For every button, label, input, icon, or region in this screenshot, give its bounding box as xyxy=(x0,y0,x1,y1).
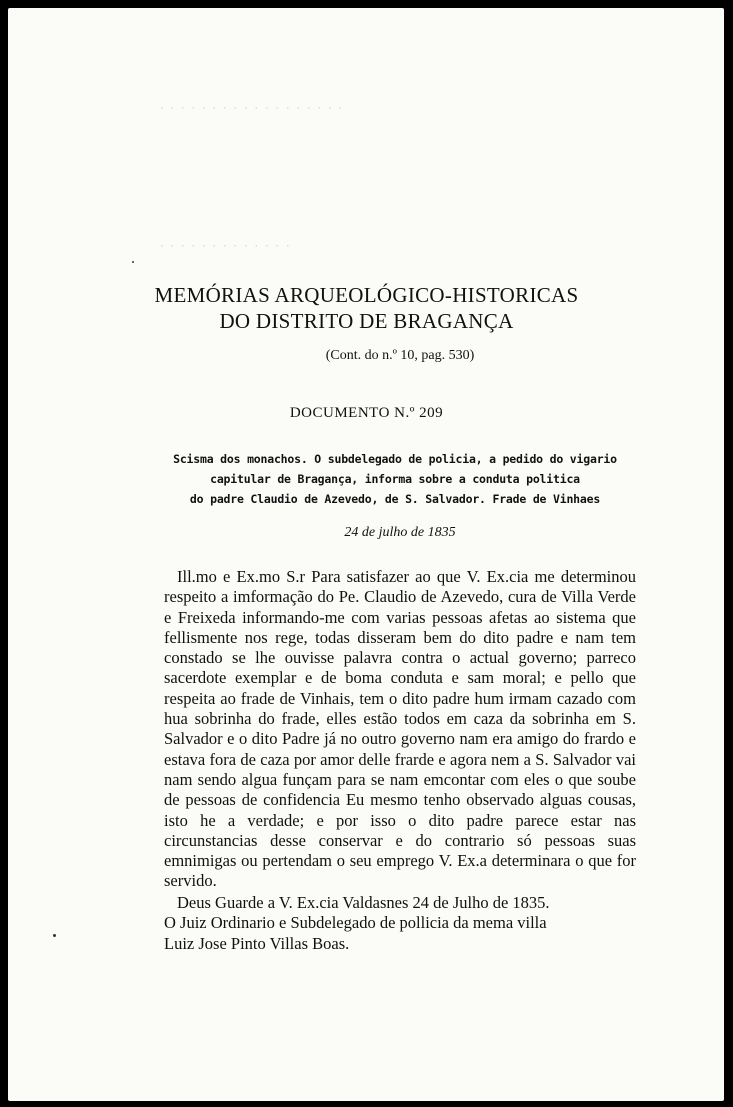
scan-speck xyxy=(53,934,56,937)
page-title-line-2: DO DISTRITO DE BRAGANÇA xyxy=(219,309,514,333)
scan-speck xyxy=(132,261,134,263)
document-heading-line-3: do padre Claudio de Azevedo, de S. Salvador. Frade de Vinhaes xyxy=(189,492,601,506)
document-date: 24 de julho de 1835 xyxy=(344,525,456,540)
page-title-line-1: MEMÓRIAS ARQUEOLÓGICO-HISTORICAS xyxy=(154,283,579,307)
document-heading-line-1: Scisma dos monachos. O subdelegado de policia, a pedido do vigario xyxy=(173,452,617,466)
closing-line-2: O Juiz Ordinario e Subdelegado de pollicia da mema villa xyxy=(164,913,547,933)
document-heading-line-2: capitular de Bragança, informa sobre a conduta politica xyxy=(210,472,580,486)
document-number: DOCUMENTO N.º 209 xyxy=(289,405,444,421)
letter-closing xyxy=(164,893,636,954)
letter-body xyxy=(164,567,636,892)
closing-line-3: Luiz Jose Pinto Villas Boas. xyxy=(164,933,350,953)
continuation-note: (Cont. do n.º 10, pag. 530) xyxy=(325,348,475,363)
closing-line-1: Deus Guarde a V. Ex.cia Valdasnes 24 de Julho de 1835. xyxy=(177,893,550,912)
letter-paragraph: Ill.mo e Ex.mo S.r Para satisfazer ao que V. Ex.cia me determinou respeito a imformação do Pe. Claudio de Azevedo, cura de Villa Verde e Freixeda informando-me com varias pessoas afetas ao sistema que fellismente nos rege, todas disseram bem do dito padre e nam tem constado se lhe ouvisse palavra contra o actual governo; parreco sacerdote exemplar e de boma conduta e sam moral; e pello que respeita ao frade de Vinhais, tem o dito padre hum irmam cazado com hua sobrinha do frade, elles estão todos em caza da sobrinha em S. Salvador e o dito Padre já no outro governo nam era amigo do frardo e estava fora de caza por amor delle frarde e agora nem a S. Salvador vai nam sendo algua funçam para se nam emcontar com eles o que soube de pessoas de confidencia Eu mesmo tenho observado alguas cousas, isto he a verdade; e por isso o dito padre parece estar nas circunstancias desse conservar e do contrario só pessoas suas emnimigas ou pertendam o seu emprego V. Ex.a determinara o que for servido. xyxy=(164,567,636,891)
bleed-through-text: · · · · · · · · · · · · · xyxy=(160,238,292,253)
bleed-through-text: · · · · · · · · · · · · · · · · · · xyxy=(160,100,344,115)
